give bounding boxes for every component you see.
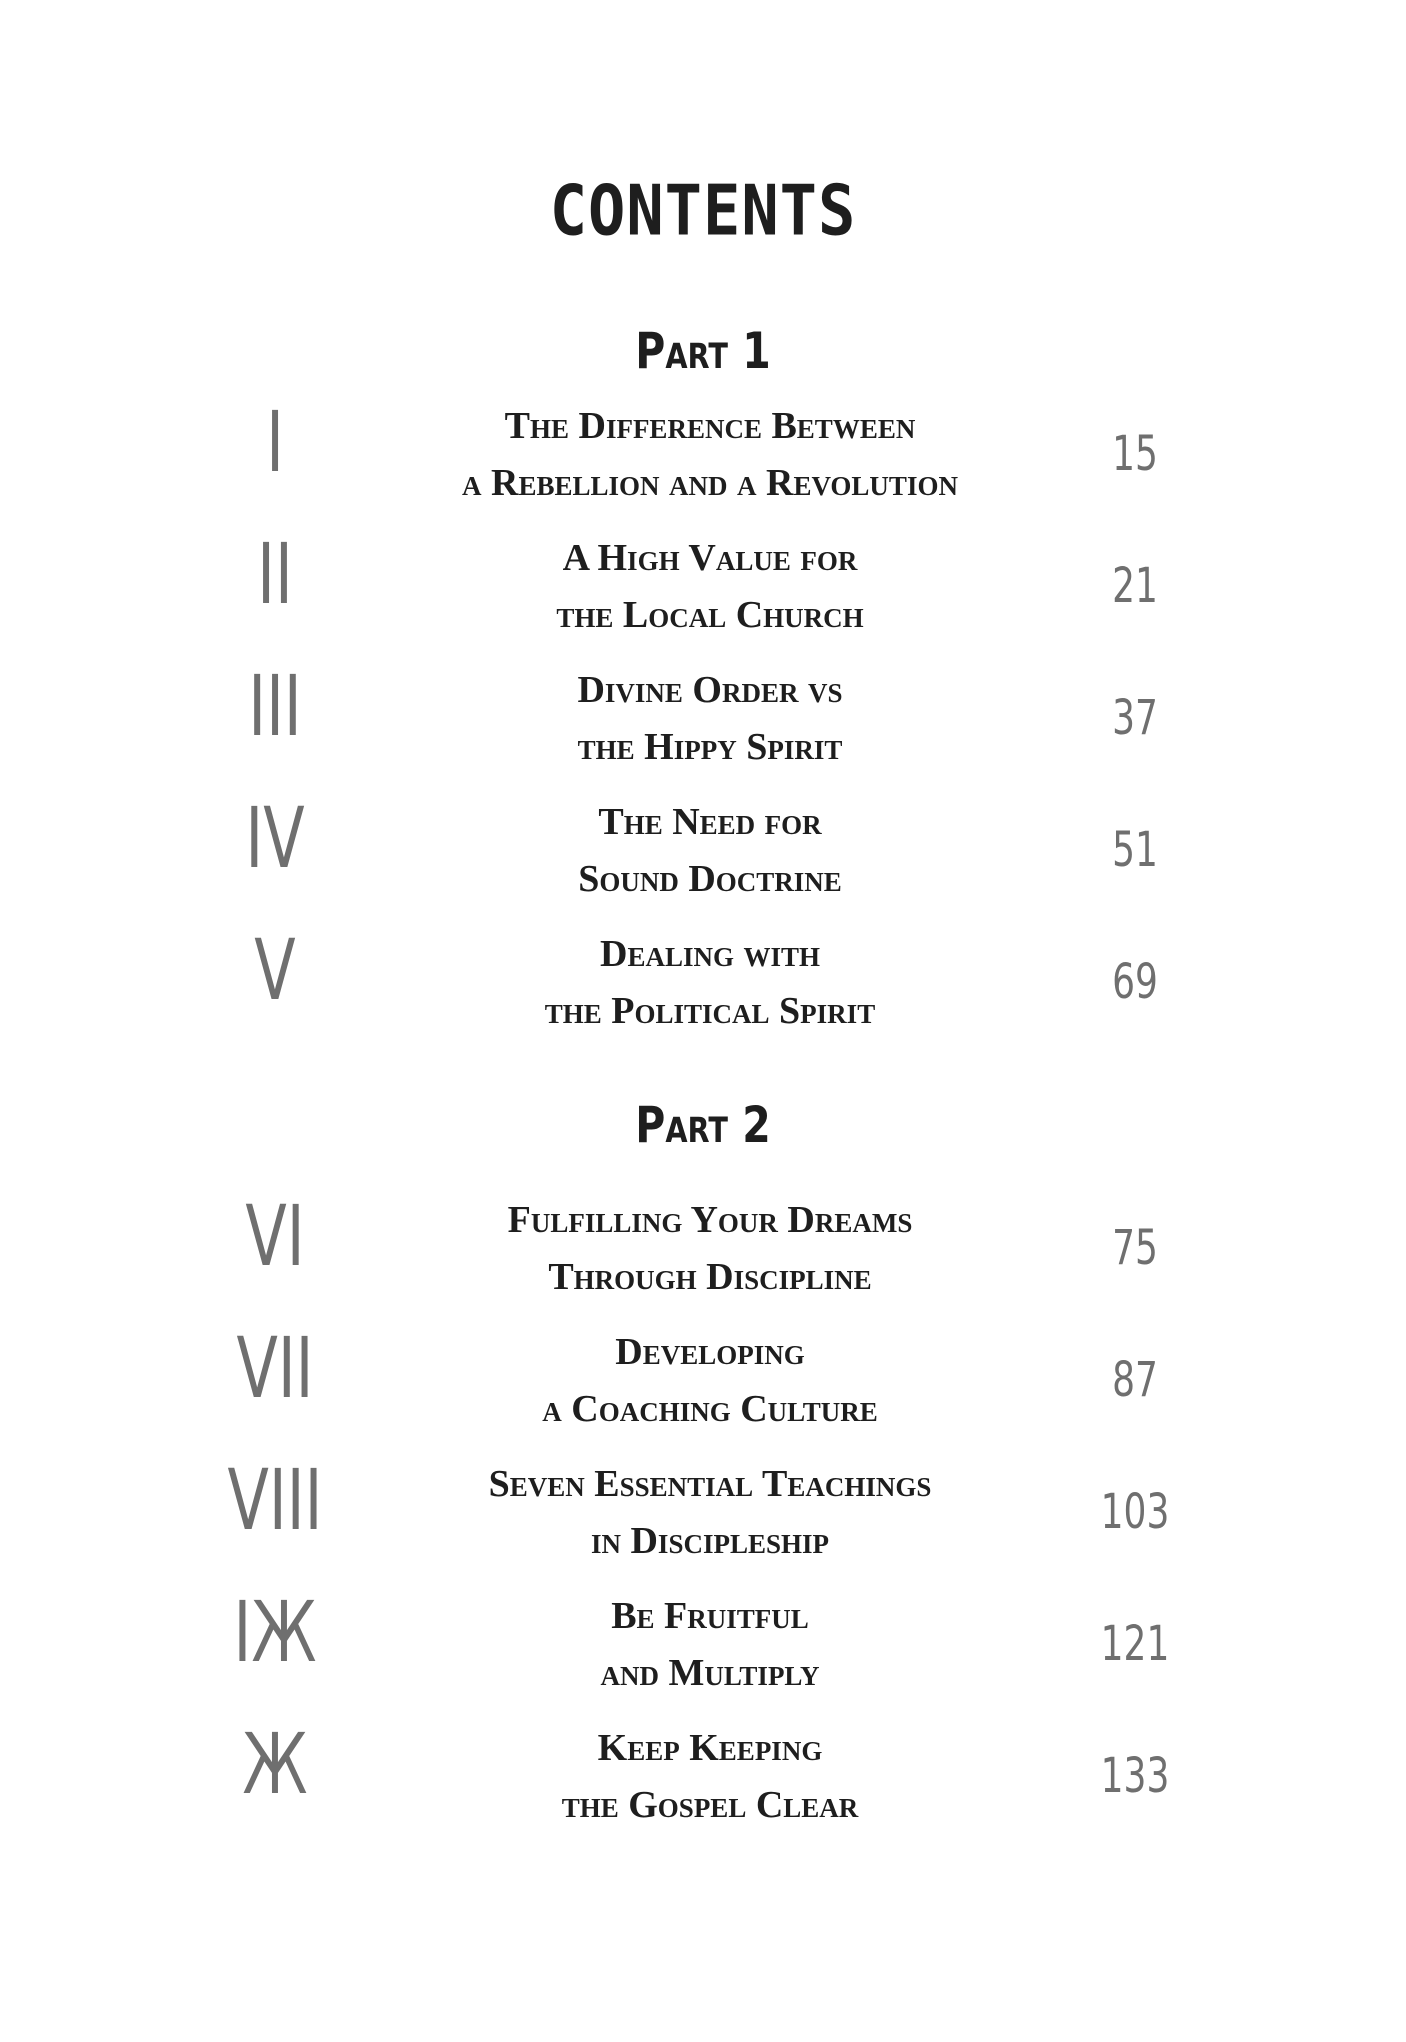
chapter-title-line: Fulfilling Your Dreams <box>507 1199 913 1241</box>
toc-entry[interactable] <box>0 1451 1406 1566</box>
toc-entry[interactable] <box>0 1715 1406 1830</box>
page-number: 15 <box>1112 426 1158 482</box>
toc-entry[interactable] <box>0 525 1406 640</box>
chapter-title-line: Dealing with <box>600 933 820 975</box>
chapter-title-line: Divine Order vs <box>577 669 843 711</box>
chapter-numeral: III <box>248 657 302 755</box>
chapter-title-line: The Difference Between <box>504 405 916 447</box>
chapter-numeral: IЖ <box>233 1583 317 1681</box>
chapter-title-line: A High Value for <box>562 537 858 579</box>
chapter-title <box>380 1720 1040 1834</box>
chapter-title-line: The Need for <box>598 801 822 843</box>
chapter-title-line: the Local Church <box>556 594 864 636</box>
chapter-title-line: the Gospel Clear <box>561 1784 859 1826</box>
chapter-numeral: I <box>266 393 284 491</box>
chapter-title <box>380 794 1040 908</box>
toc-entry[interactable] <box>0 657 1406 772</box>
chapter-numeral: IV <box>245 789 305 887</box>
chapter-title-line: Through Discipline <box>548 1256 872 1298</box>
chapter-title <box>380 662 1040 776</box>
chapter-numeral: II <box>257 525 293 623</box>
toc-entry[interactable] <box>0 393 1406 508</box>
toc-entry[interactable] <box>0 921 1406 1036</box>
chapter-title <box>380 1588 1040 1702</box>
chapter-title-line: a Coaching Culture <box>542 1388 878 1430</box>
page-title: CONTENTS <box>549 169 857 252</box>
chapter-title <box>380 1456 1040 1570</box>
page-number: 37 <box>1112 690 1158 746</box>
chapter-title-line: the Hippy Spirit <box>577 726 843 768</box>
page-number: 121 <box>1100 1616 1170 1672</box>
chapter-numeral: V <box>254 921 296 1019</box>
page-number: 69 <box>1112 954 1158 1010</box>
chapter-title-line: the Political Spirit <box>544 990 876 1032</box>
chapter-title-line: Sound Doctrine <box>578 858 842 900</box>
chapter-title <box>380 1324 1040 1438</box>
toc-entry[interactable] <box>0 1583 1406 1698</box>
chapter-numeral: Ж <box>242 1715 308 1813</box>
chapter-title-line: Keep Keeping <box>597 1727 823 1769</box>
chapter-title-line: a Rebellion and a Revolution <box>462 462 958 504</box>
page-number: 133 <box>1100 1748 1170 1804</box>
chapter-title-line: Developing <box>615 1331 805 1373</box>
chapter-title-line: in Discipleship <box>590 1520 829 1562</box>
page-number: 87 <box>1112 1352 1158 1408</box>
chapter-title <box>380 1192 1040 1306</box>
part-heading-2: Part 2 <box>635 1096 771 1154</box>
chapter-title-line: Be Fruitful <box>611 1595 809 1637</box>
chapter-title-line: Seven Essential Teachings <box>488 1463 932 1505</box>
page-number: 103 <box>1100 1484 1170 1540</box>
page-number: 75 <box>1112 1220 1158 1276</box>
page-number: 51 <box>1112 822 1158 878</box>
toc-entry[interactable] <box>0 1319 1406 1434</box>
chapter-title-line: and Multiply <box>600 1652 820 1694</box>
toc-entry[interactable] <box>0 789 1406 904</box>
chapter-numeral: VIII <box>227 1451 323 1549</box>
toc-entry[interactable] <box>0 1187 1406 1302</box>
part-heading-1: Part 1 <box>635 322 771 380</box>
chapter-title <box>380 926 1040 1040</box>
chapter-title <box>380 530 1040 644</box>
page-number: 21 <box>1112 558 1158 614</box>
chapter-numeral: VI <box>245 1187 305 1285</box>
chapter-title <box>380 398 1040 512</box>
chapter-numeral: VII <box>236 1319 314 1417</box>
